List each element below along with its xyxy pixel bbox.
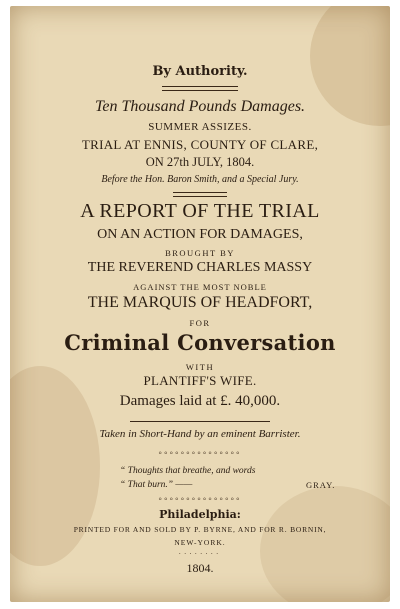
trial-date: ON 27th JULY, 1804. — [145, 155, 255, 169]
imprint-city: Philadelphia: — [159, 508, 241, 521]
for-line: FOR — [189, 318, 211, 328]
authority-heading: By Authority. — [152, 64, 248, 79]
court-line: Before the Hon. Baron Smith, and a Special Jury. — [101, 174, 299, 185]
divider-rule — [130, 421, 270, 422]
divider-rule — [173, 192, 227, 197]
epigraph-author: GRAY. — [306, 480, 336, 490]
brought-by: BROUGHT BY — [165, 248, 235, 258]
ornament-divider: ········ — [178, 550, 222, 558]
defendant-name: THE MARQUIS OF HEADFORT, — [87, 294, 313, 311]
imprint-year: 1804. — [186, 561, 214, 575]
ornament-divider: ◦◦◦◦◦◦◦◦◦◦◦◦◦◦◦ — [158, 448, 242, 459]
plaintiffs-wife: PLANTIFF'S WIFE. — [143, 373, 257, 388]
damages-laid: Damages laid at £. 40,000. — [119, 393, 281, 409]
report-title: A REPORT OF THE TRIAL — [80, 200, 320, 222]
imprint-location: NEW-YORK. — [174, 538, 226, 547]
trial-place: TRIAL AT ENNIS, COUNTY OF CLARE, — [81, 137, 319, 152]
plaintiff-name: THE REVEREND CHARLES MASSY — [87, 260, 313, 275]
title-page — [10, 6, 390, 602]
criminal-conversation: Criminal Conversation — [64, 330, 336, 355]
ornament-divider: ◦◦◦◦◦◦◦◦◦◦◦◦◦◦◦ — [158, 494, 242, 505]
imprint-printer: PRINTED FOR AND SOLD BY P. BYRNE, AND FOR R. BORNIN, — [73, 525, 327, 534]
assizes-line: SUMMER ASSIZES. — [148, 121, 252, 133]
action-line: ON AN ACTION FOR DAMAGES, — [97, 227, 303, 242]
damages-heading: Ten Thousand Pounds Damages. — [94, 98, 306, 115]
divider-rule — [162, 86, 238, 91]
with-line: WITH — [185, 362, 215, 372]
reporter-line: Taken in Short-Hand by an eminent Barrister. — [99, 428, 301, 440]
epigraph-line: “ Thoughts that breathe, and words — [120, 466, 256, 476]
epigraph-line: “ That burn.” —— — [120, 480, 193, 490]
against-line: AGAINST THE MOST NOBLE — [133, 282, 267, 292]
